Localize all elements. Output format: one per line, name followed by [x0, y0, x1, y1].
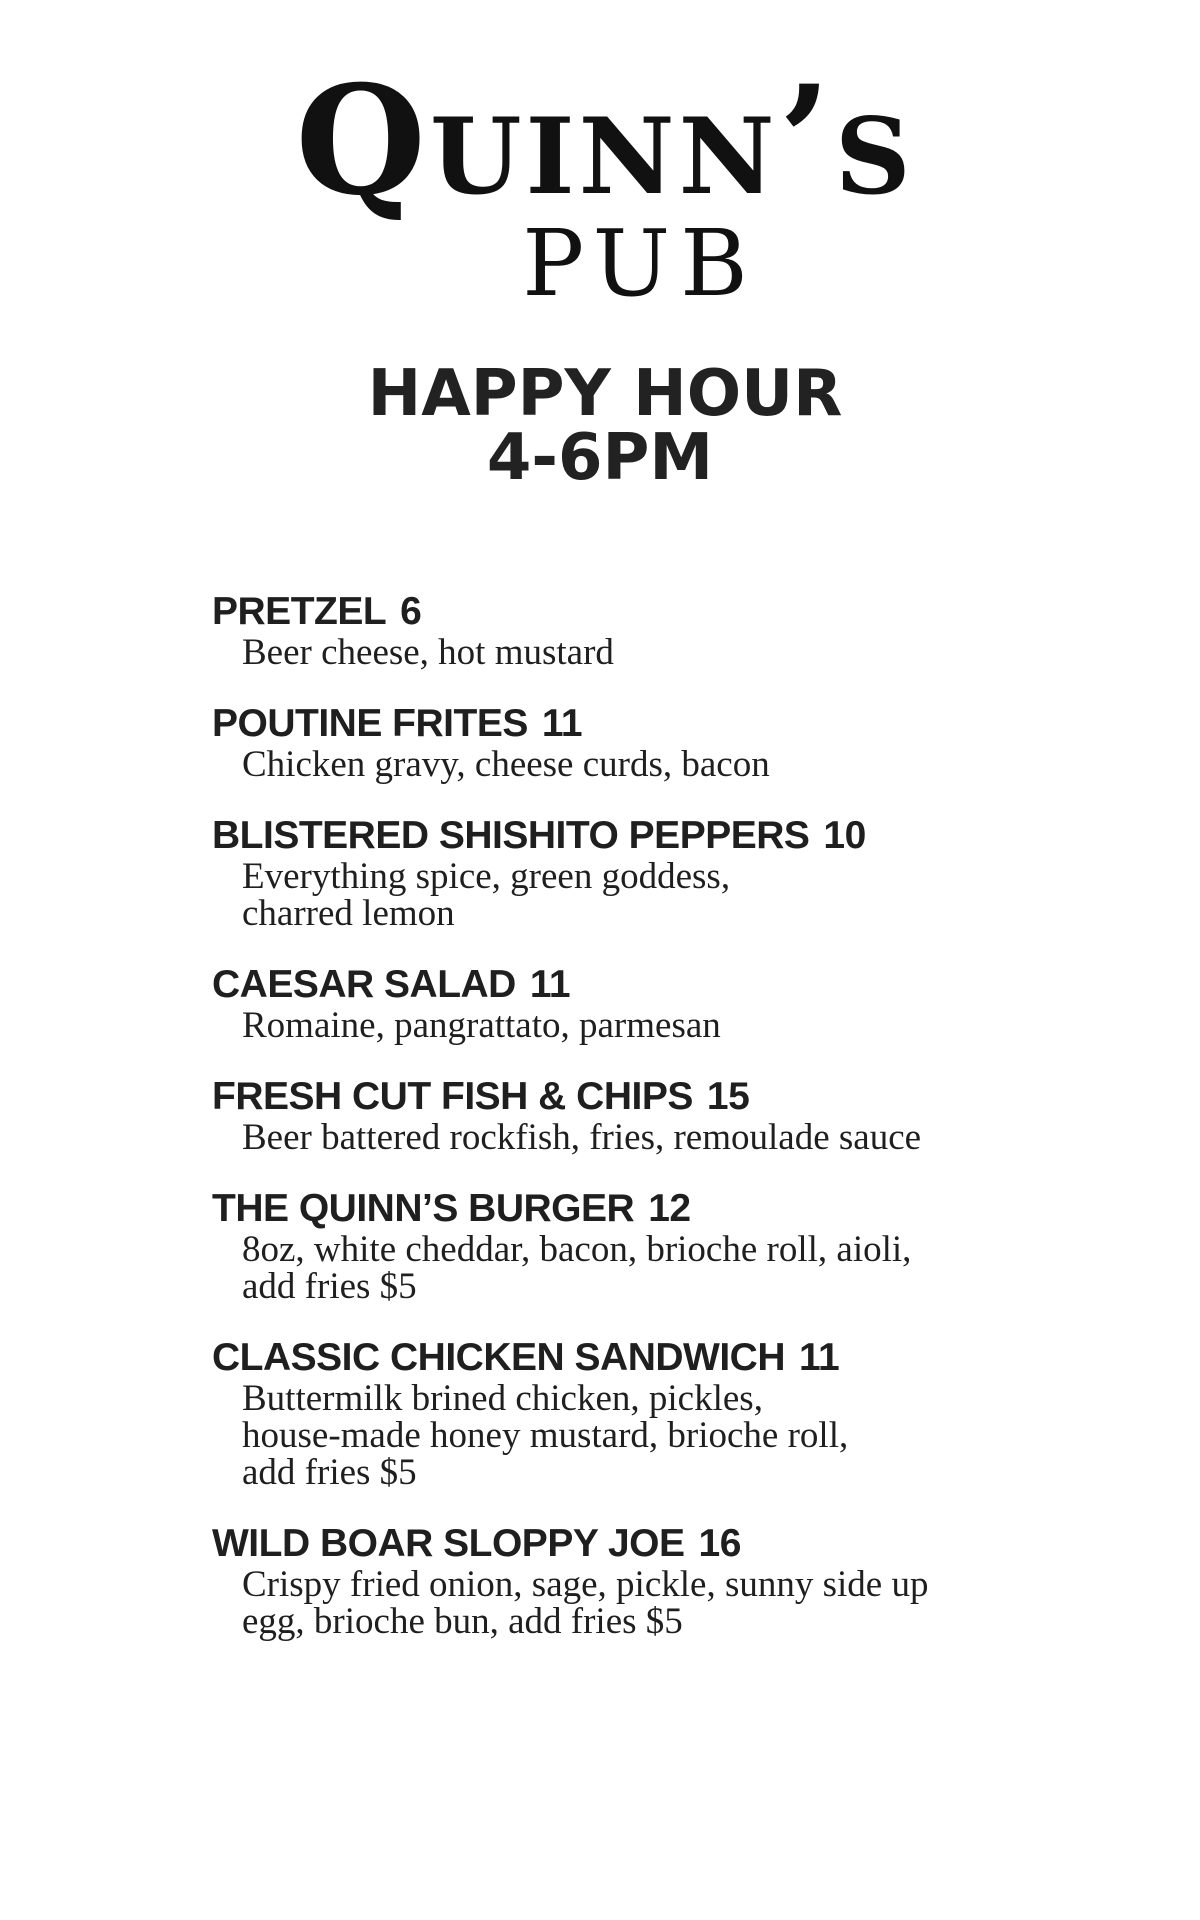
- menu-item-description: [212, 1380, 1052, 1491]
- menu-item-description-line: Crispy fried onion, sage, pickle, sunny side up: [242, 1564, 929, 1605]
- menu-item-price: 12: [648, 1187, 691, 1230]
- menu-item-description-line: Buttermilk brined chicken, pickles,: [242, 1378, 763, 1419]
- menu-item-name: FRESH CUT FISH & CHIPS: [212, 1075, 693, 1118]
- menu-item-description-line: add fries $5: [242, 1452, 417, 1493]
- menu-item-description: [212, 858, 1052, 932]
- menu-item-price: 6: [400, 590, 422, 633]
- menu-item-price: 15: [706, 1075, 750, 1118]
- menu-item-description-line: Everything spice, green goddess,: [242, 856, 731, 897]
- menu-list: [212, 590, 1052, 1671]
- menu-item-price: 11: [541, 702, 583, 745]
- menu-item-description-line: Romaine, pangrattato, parmesan: [242, 1005, 721, 1046]
- menu-item-name: CAESAR SALAD: [212, 963, 516, 1006]
- menu-item-heading: [212, 1187, 1052, 1231]
- happy-hour-time: 4-6PM: [486, 421, 714, 495]
- menu-item-description: [212, 746, 1052, 783]
- menu-item-price: 11: [529, 963, 571, 1006]
- menu-item: [212, 1187, 1052, 1305]
- page-title: HAPPY HOUR: [367, 357, 843, 431]
- menu-item: [212, 590, 1052, 671]
- menu-item-name: POUTINE FRITES: [212, 702, 528, 745]
- menu-item-heading: [212, 590, 1052, 634]
- menu-item-heading: [212, 814, 1052, 858]
- menu-item-description-line: egg, brioche bun, add fries $5: [242, 1601, 683, 1642]
- menu-item-description: [212, 1119, 1052, 1156]
- menu-item-heading: [212, 702, 1052, 746]
- menu-item-price: 16: [698, 1522, 741, 1565]
- menu-item-description-line: Beer battered rockfish, fries, remoulade sauce: [242, 1117, 922, 1158]
- menu-item-price: 11: [799, 1336, 840, 1379]
- menu-item: [212, 1075, 1052, 1156]
- menu-item-description: [212, 634, 1052, 671]
- menu-item-price: 10: [823, 814, 866, 857]
- menu-item-description-line: 8oz, white cheddar, bacon, brioche roll, aioli,: [242, 1229, 912, 1270]
- menu-item-description-line: add fries $5: [242, 1266, 417, 1307]
- menu-item-name: CLASSIC CHICKEN SANDWICH: [212, 1336, 785, 1379]
- menu-item: [212, 1336, 1052, 1491]
- menu-item-description: [212, 1566, 1052, 1640]
- menu-item-name: THE QUINN’S BURGER: [212, 1187, 635, 1230]
- menu-item-name: PRETZEL: [212, 590, 387, 633]
- menu-item-description-line: Beer cheese, hot mustard: [242, 632, 614, 673]
- menu-item: [212, 963, 1052, 1044]
- menu-item: [212, 702, 1052, 783]
- menu-item-description-line: house-made honey mustard, brioche roll,: [242, 1415, 849, 1456]
- menu-item-heading: [212, 1336, 1052, 1380]
- menu-item: [212, 1522, 1052, 1640]
- menu-item-description: [212, 1231, 1052, 1305]
- logo-sub: PUB: [522, 210, 758, 317]
- menu-item: [212, 814, 1052, 932]
- menu-item-heading: [212, 1075, 1052, 1119]
- happy-hour-header: [0, 357, 1200, 495]
- pub-logo: [210, 53, 1000, 317]
- menu-item-description-line: charred lemon: [242, 893, 455, 934]
- menu-item-description: [212, 1007, 1052, 1044]
- menu-item-heading: [212, 1522, 1052, 1566]
- menu-item-description-line: Chicken gravy, cheese curds, bacon: [242, 744, 770, 785]
- menu-item-heading: [212, 963, 1052, 1007]
- menu-item-name: BLISTERED SHISHITO PEPPERS: [212, 814, 810, 857]
- menu-item-name: WILD BOAR SLOPPY JOE: [212, 1522, 685, 1565]
- logo-name: Quinn’s: [295, 53, 915, 229]
